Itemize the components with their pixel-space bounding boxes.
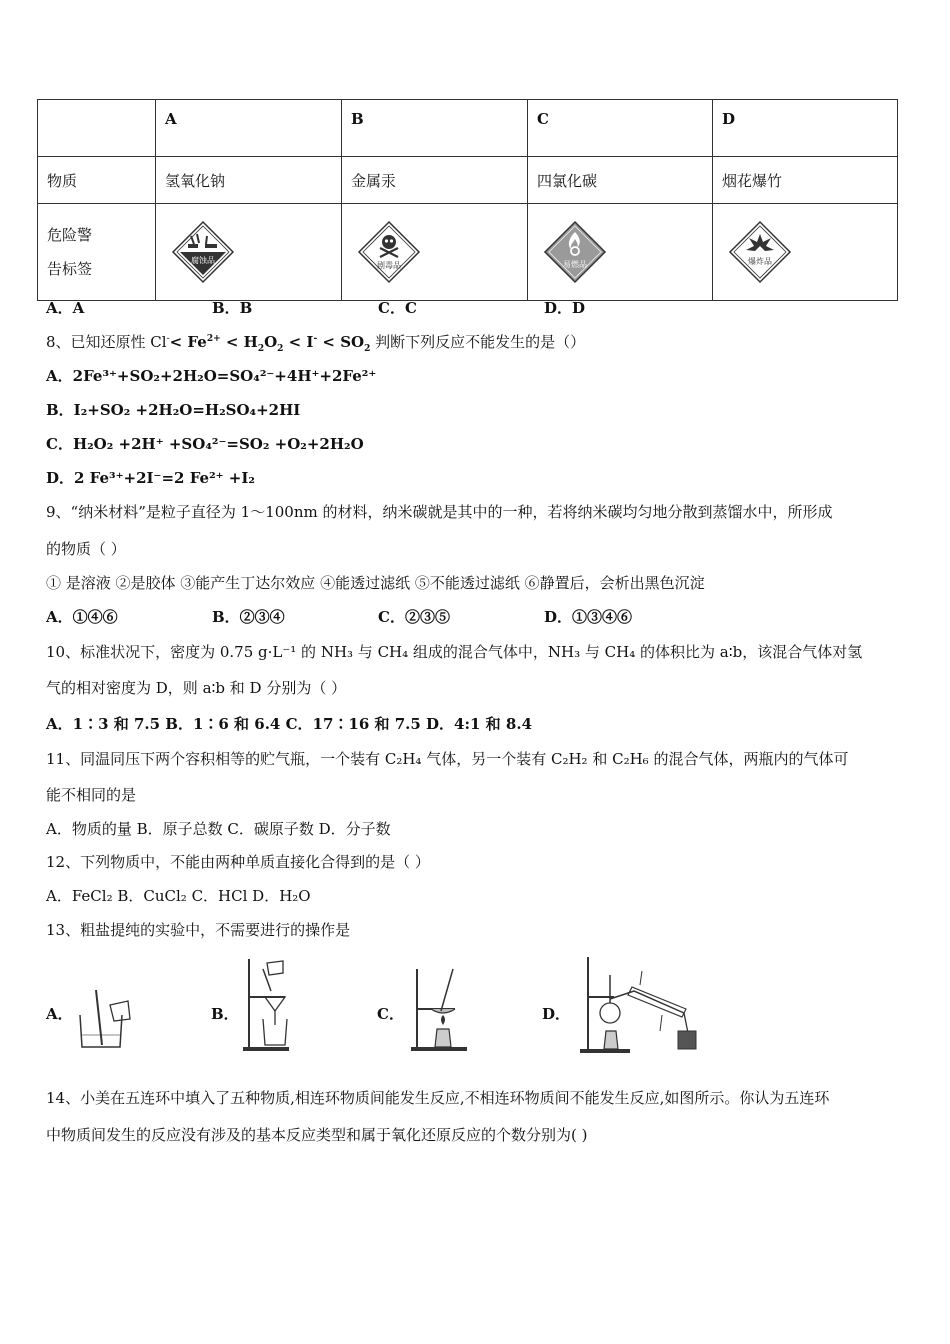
table-header-cell: [38, 100, 156, 157]
flammable-sign-icon: [543, 220, 607, 284]
q8-stem-text: < I: [283, 333, 314, 351]
superscript: -: [313, 334, 318, 344]
table-header-cell: B: [342, 100, 528, 157]
apparatus-label: B．: [211, 1005, 239, 1023]
q8-stem: [46, 331, 585, 354]
apparatus-label: C．: [377, 1005, 404, 1023]
filtration-setup-icon: [241, 955, 311, 1053]
table-cell: [38, 204, 156, 301]
q8-stem-text: < H: [220, 333, 258, 351]
evaporation-setup-icon: [407, 963, 477, 1053]
q11-stem-line1: 11、同温同压下两个容积相等的贮气瓶，一个装有 C₂H₄ 气体，另一个装有 C₂H₂ 和 C₂H₆ 的混合气体，两瓶内的气体可: [46, 750, 849, 768]
table-cell: 烟花爆竹: [713, 157, 898, 204]
q8-option-c: C．H₂O₂ +2H⁺ +SO₄²⁻=SO₂ +O₂+2H₂O: [46, 435, 364, 453]
apparatus-label: A．: [46, 1005, 73, 1023]
table-header-cell: A: [156, 100, 342, 157]
q8-option-a: A．2Fe³⁺+SO₂+2H₂O=SO₄²⁻+4H⁺+2Fe²⁺: [46, 367, 377, 385]
q14-stem-line2: 中物质间发生的反应没有涉及的基本反应类型和属于氧化还原反应的个数分别为( ): [46, 1126, 588, 1144]
q9-option-d: D．①③④⑥: [544, 608, 633, 626]
q11-options: A．物质的量 B．原子总数 C．碳原子数 D．分子数: [46, 820, 391, 838]
q7-option-c: C．C: [378, 299, 417, 317]
hazard-label-table: [37, 99, 898, 301]
skull-crossbones-sign-icon: [357, 220, 421, 284]
apparatus-label: D．: [542, 1005, 571, 1023]
q13-stem: 13、粗盐提纯的实验中，不需要进行的操作是: [46, 921, 351, 939]
q7-options: [46, 297, 585, 318]
row-label-line2: 告标签: [47, 260, 93, 278]
superscript: -: [166, 334, 170, 344]
q9-option-c: C．②③⑤: [378, 608, 450, 626]
q8-option-d: D．2 Fe³⁺+2I⁻=2 Fe²⁺ +I₂: [46, 469, 255, 487]
q8-stem-text: O: [264, 333, 278, 351]
table-header-row: [38, 100, 898, 157]
q9-stem-line2: 的物质（ ）: [46, 540, 126, 558]
q9-options: [46, 606, 632, 627]
table-cell: 金属汞: [342, 157, 528, 204]
table-cell: 四氯化碳: [528, 157, 713, 204]
q10-stem-line2: 气的相对密度为 D，则 a∶b 和 D 分别为（ ）: [46, 679, 347, 697]
corrosive-sign-icon: [171, 220, 235, 284]
q7-option-d: D．D: [544, 299, 586, 317]
subscript: 2: [257, 344, 265, 354]
q9-option-a: A．①④⑥: [46, 608, 118, 626]
row-label-line1: 危险警: [47, 226, 93, 244]
table-cell: 物质: [38, 157, 156, 204]
subscript: 2: [277, 344, 284, 354]
q12-options: A．FeCl₂ B．CuCl₂ C．HCl D．H₂O: [46, 887, 311, 905]
table-row-signs: [38, 204, 898, 301]
sign-caption: 剧毒品: [377, 261, 401, 270]
q9-stem-line1: 9、“纳米材料”是粒子直径为 1～100nm 的材料，纳米碳就是其中的一种，若将纳米碳均匀地分散到蒸馏水中，所形成: [46, 503, 833, 521]
q11-stem-line2: 能不相同的是: [46, 786, 137, 804]
q14-stem-line1: 14、小美在五连环中填入了五种物质,相连环物质间能发生反应,不相连环物质间不能发生反应,如图所示。你认为五连环: [46, 1089, 830, 1107]
table-cell: 氢氧化钠: [156, 157, 342, 204]
q8-stem-text: < SO: [317, 333, 365, 351]
table-cell: [713, 204, 898, 301]
q8-stem-text: 判断下列反应不能发生的是（）: [370, 333, 586, 351]
explosive-sign-icon: [728, 220, 792, 284]
sign-caption: 腐蚀品: [191, 256, 215, 265]
q9-option-b: B．②③④: [212, 608, 285, 626]
table-cell: [156, 204, 342, 301]
q8-stem-text: < Fe: [169, 333, 207, 351]
superscript: 2+: [206, 334, 221, 344]
q12-stem: 12、下列物质中，不能由两种单质直接化合得到的是（ ）: [46, 853, 430, 871]
sign-caption: 易燃品: [563, 260, 587, 269]
q10-stem-line1: 10、标准状况下，密度为 0.75 g·L⁻¹ 的 NH₃ 与 CH₄ 组成的混合气体中，NH₃ 与 CH₄ 的体积比为 a∶b，该混合气体对氢: [46, 643, 863, 661]
distillation-setup-icon: [574, 955, 714, 1055]
subscript: 2: [364, 344, 371, 354]
dissolving-beaker-icon: [70, 985, 160, 1055]
sign-caption: 爆炸品: [748, 257, 772, 266]
table-header-cell: C: [528, 100, 713, 157]
table-cell: [342, 204, 528, 301]
table-cell: [528, 204, 713, 301]
q8-option-b: B．I₂+SO₂ +2H₂O=H₂SO₄+2HI: [46, 401, 301, 419]
q7-option-a: A．A: [46, 299, 85, 317]
table-row-substance: [38, 157, 898, 204]
q10-options: A．1∶3 和 7.5 B．1∶6 和 6.4 C．17∶16 和 7.5 D．4:1 和 8.4: [46, 715, 532, 733]
q9-statements: ① 是溶液 ②是胶体 ③能产生丁达尔效应 ④能透过滤纸 ⑤不能透过滤纸 ⑥静置后，会析出黑色沉淀: [46, 574, 705, 592]
q7-option-b: B．B: [212, 299, 253, 317]
q8-stem-text: 8、已知还原性 Cl: [46, 333, 167, 351]
table-header-cell: D: [713, 100, 898, 157]
